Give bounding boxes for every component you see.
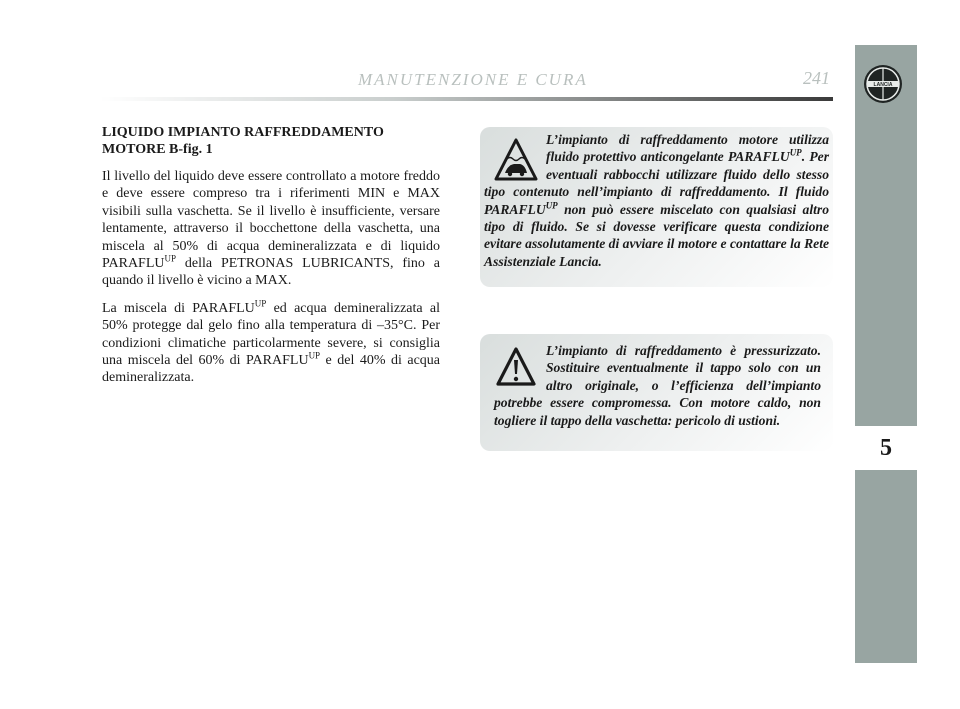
paragraph-2: La miscela di $PARAFLU^{UP}$ ed acqua demineralizzata al 50% protegge dal gelo fino alla temperatura di –35°C. Per condizioni climatiche particolarmente severe, si consiglia una miscela del 60% di $PARAFLU^{UP}$ e del 40% di acqua demineralizzata. (102, 298, 441, 386)
logo-text: LANCIA (873, 82, 893, 88)
environment-warning-icon (494, 137, 538, 183)
warning-note-box: L’impianto di raffreddamento è pressurizzato. Sostituire eventualmente il tappo solo con un altro originale, o l’efficienza dell’impianto potrebbe essere compromessa. Con motore caldo, non togliere il tappo della vaschetta: pericolo di ustioni. (480, 334, 833, 451)
header-divider (100, 97, 833, 101)
section-title: MANUTENZIONE E CURA (358, 70, 588, 89)
paragraph-1: Il livello del liquido deve essere controllato a motore freddo e deve essere compreso tra i riferimenti MIN e MAX visibili sulla vaschetta. Se il livello è insufficiente, versare lentamente, attraverso il bocchettone della vaschetta, una miscela al 50% di acqua demineralizzata e di liquido $PARAFLU^{UP}$ della PETRONAS LUBRICANTS, fino a quando il livello è vicino a MAX. (102, 169, 440, 289)
warning-triangle-icon (496, 346, 536, 388)
section-heading: LIQUIDO IMPIANTO RAFFREDDAMENTO MOTORE B-fig. 1 (102, 125, 384, 157)
chapter-tab-bottom (855, 470, 917, 663)
main-text-column (102, 124, 440, 397)
environment-note-box: L’impianto di raffreddamento motore utilizza fluido protettivo anticongelante $PARAFLU^{UP}$. Per eventuali rabbocchi utilizzare fluido dello stesso tipo contenuto nell’impianto di raffreddamento. Il fluido $PARAFLU^{UP}$ non può essere miscelato con qualsiasi altro tipo di fluido. Se si dovesse verificare questa condizione evitare assolutamente di avviare il motore e contattare la Rete Assistenziale Lancia. (480, 127, 833, 287)
page-number: 241 (803, 68, 830, 88)
lancia-logo-icon (863, 64, 903, 104)
chapter-number: 5 (855, 429, 917, 467)
